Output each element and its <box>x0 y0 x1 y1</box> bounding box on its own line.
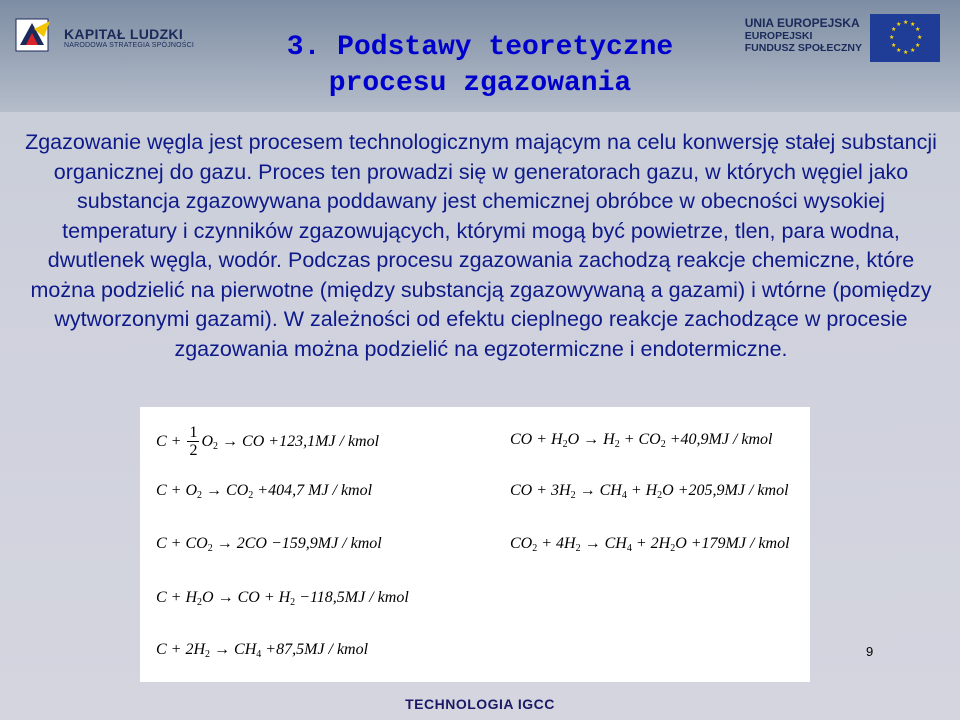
equation-c-co2: $C + CO_2 \to 2CO -159,9MJ$ / kmol <box>156 535 382 554</box>
equation-value: +179MJ / kmol <box>690 535 790 552</box>
svg-text:★: ★ <box>917 34 923 41</box>
svg-text:★: ★ <box>891 42 897 49</box>
logo-title: KAPITAŁ LUDZKI <box>64 25 184 42</box>
equation-co-3h2: CO + $3H_2 \to CH_4 + H_2O +205,9MJ$ / kmol <box>510 482 789 501</box>
eu-line2: EUROPEJSKI <box>744 30 813 42</box>
svg-text:★: ★ <box>903 19 909 26</box>
page-number: 9 <box>866 644 874 659</box>
equation-co2-4h2: $CO_2 + 4H_2 \to CH_4 + 2H_2O +179MJ$ / kmol <box>510 535 790 554</box>
footer-label: TECHNOLOGIA IGCC <box>405 696 555 712</box>
logo-subtitle: NARODOWA STRATEGIA SPÓJNOŚCI <box>64 41 195 49</box>
svg-text:★: ★ <box>915 42 921 49</box>
equation-co-h2o: CO + $H_2O \to H_2 + CO_2 +40,9MJ$ / kmol <box>510 431 773 450</box>
equation-value: +87,5MJ / kmol <box>265 641 369 658</box>
slide-title-line1: 3. Podstawy teoretyczne <box>286 32 674 63</box>
svg-text:★: ★ <box>903 49 909 56</box>
svg-text:★: ★ <box>910 47 916 54</box>
equations-box <box>140 407 810 682</box>
equation-value: +40,9MJ / kmol <box>669 431 773 448</box>
eu-line1: UNIA EUROPEJSKA <box>744 16 860 30</box>
svg-text:★: ★ <box>896 47 902 54</box>
svg-text:★: ★ <box>896 21 902 28</box>
equation-value: +123,1MJ / kmol <box>268 433 380 451</box>
equation-value: +205,9MJ / kmol <box>677 482 789 499</box>
equation-c-2h2: $C + 2H_2 \to CH_4 +87,5MJ$ / kmol <box>156 641 369 660</box>
slide-title-line2: procesu zgazowania <box>328 68 632 99</box>
slide-title <box>0 30 960 102</box>
equation-value: −118,5MJ / kmol <box>299 589 409 606</box>
equation-c-o2: $C + O_2 \to CO_2 +404,7$ MJ / kmol <box>156 482 373 501</box>
svg-text:★: ★ <box>889 34 895 41</box>
svg-text:★: ★ <box>915 26 921 33</box>
svg-text:★: ★ <box>910 21 916 28</box>
svg-text:★: ★ <box>891 26 897 33</box>
body-paragraph: Zgazowanie węgla jest procesem technologicznym mającym na celu konwersję stałej substancji organicznej do gazu. Proces ten prowadzi się w generatorach gazu, w których węgiel jako substancja zgazowywana poddawany jest chemicznej obróbce w obecności wysokiej temperatury i czynników zgazowujących, którymi mogą być powietrze, tlen, para wodna, dwutlenek węgla, wodór. Podczas procesu zgazowania zachodzą reakcje chemiczne, które można podzielić na pierwotne (między substancją zgazowywaną a gazami) i wtórne (pomiędzy wytworzonymi gazami). W zależności od efektu cieplnego reakcje zachodzące w procesie zgazowania można podzielić na egzotermiczne i endotermiczne. <box>25 130 937 361</box>
equation-c-half-o2: C + $\frac{1}{2}$ $O_2$ → CO +123,1MJ / kmol <box>156 424 380 459</box>
equation-value: −159,9MJ / kmol <box>270 535 382 552</box>
equation-value: +404,7 MJ / kmol <box>257 482 373 499</box>
eu-line3: FUNDUSZ SPOŁECZNY <box>744 42 862 54</box>
equation-c-h2o: $C + H_2O$ → CO + $H_2 -118,5MJ$ / kmol <box>156 589 409 608</box>
